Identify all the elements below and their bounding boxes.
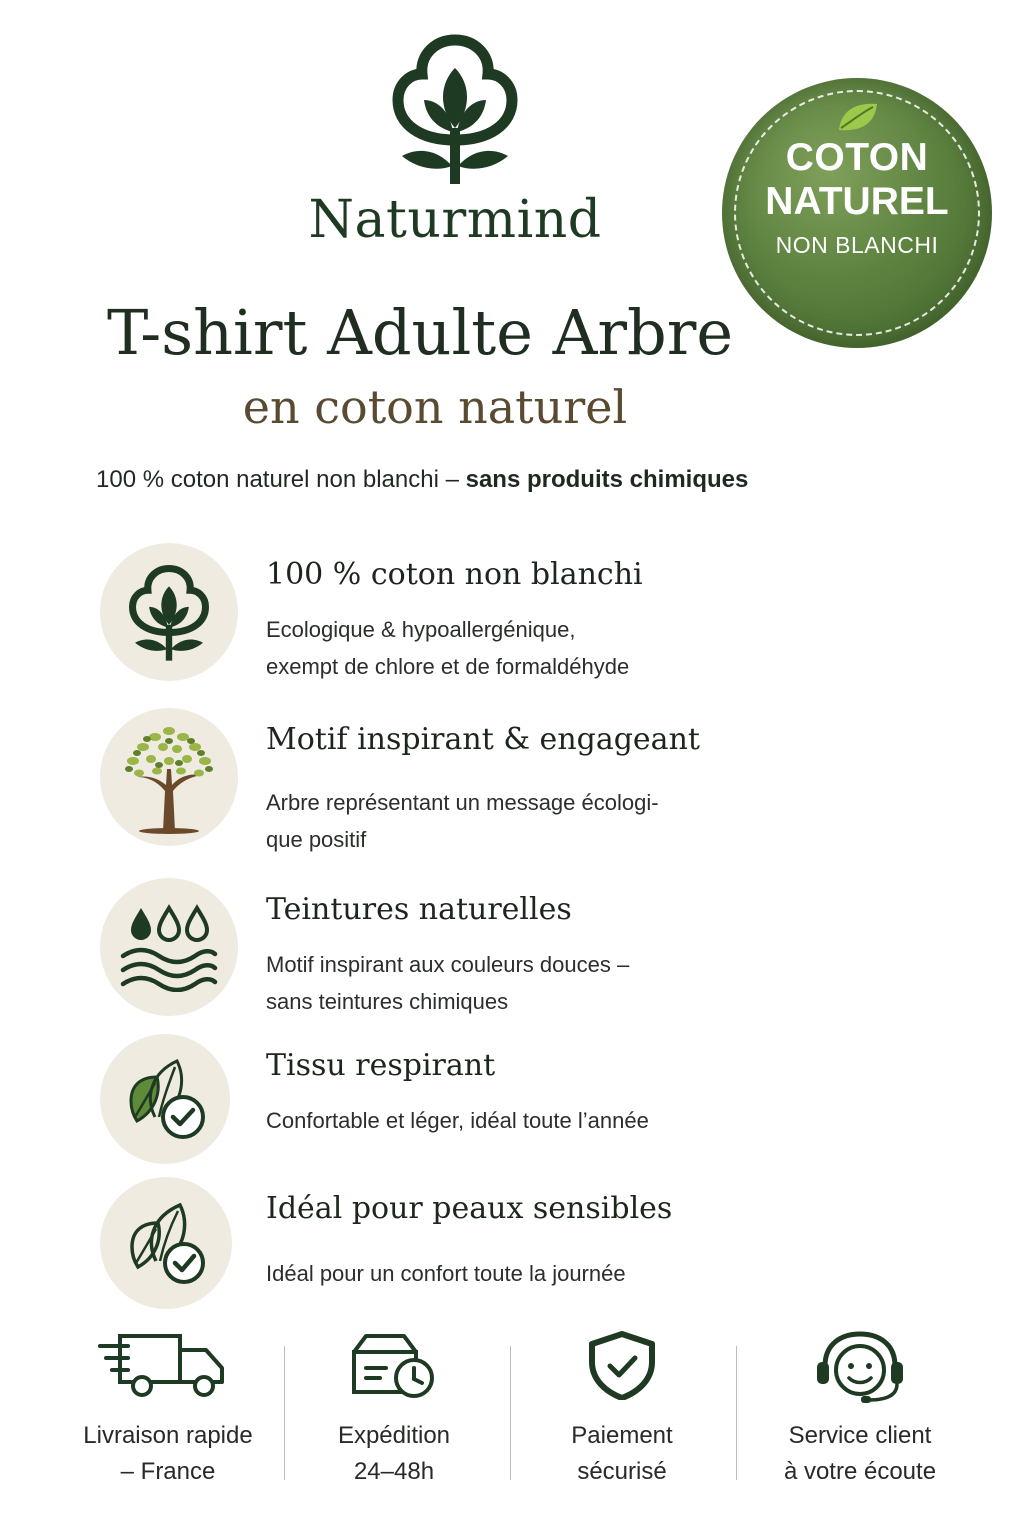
- leaf-check-icon: [117, 1051, 213, 1147]
- service-support: [746, 1330, 974, 1500]
- feature-icon-circle: [100, 543, 238, 681]
- feature-title: Teintures naturelles: [266, 892, 572, 927]
- service-label-line: – France: [120, 1458, 216, 1485]
- delivery-truck-icon: [98, 1330, 238, 1400]
- service-label-line: Service client: [788, 1422, 932, 1449]
- feature-desc-line: exempt de chlore et de formaldéhyde: [266, 654, 630, 679]
- feature-description: [266, 1102, 826, 1139]
- feature-title: Motif inspirant & engageant: [266, 722, 700, 757]
- feature-desc-line: Arbre représentant un message écologi-: [266, 790, 659, 815]
- badge-line-coton: COTON: [785, 136, 929, 179]
- feature-item: [100, 543, 960, 693]
- service-divider: [736, 1346, 737, 1480]
- feature-description: [266, 611, 826, 685]
- cotton-flower-icon: [121, 560, 217, 664]
- feature-item: [100, 878, 960, 1028]
- product-tagline: [96, 466, 956, 494]
- badge-line-non-blanchi: NON BLANCHI: [775, 232, 939, 258]
- feature-desc-line: Motif inspirant aux couleurs douces –: [266, 952, 630, 977]
- feature-description: [266, 946, 826, 1020]
- feature-title: Idéal pour peaux sensibles: [266, 1191, 673, 1226]
- feature-desc-line: Confortable et léger, idéal toute l’année: [266, 1108, 649, 1133]
- tagline-regular: 100 % coton naturel non blanchi –: [96, 466, 466, 493]
- headset-agent-icon: [805, 1330, 915, 1406]
- service-label: [746, 1418, 974, 1490]
- service-label-line: 24–48h: [353, 1458, 435, 1485]
- service-delivery: [54, 1330, 282, 1500]
- feature-icon-circle: [100, 708, 238, 846]
- product-subtitle: en coton naturel: [242, 380, 628, 434]
- package-clock-icon: [344, 1330, 444, 1400]
- feature-item: [100, 708, 960, 858]
- leaf-check-outline-icon: [118, 1195, 214, 1291]
- shield-check-icon: [582, 1330, 662, 1400]
- service-shipping: [280, 1330, 508, 1500]
- service-label-line: sécurisé: [577, 1458, 667, 1485]
- dye-drops-waves-icon: [119, 902, 219, 992]
- feature-desc-line: que positif: [266, 827, 367, 852]
- service-bar: [54, 1330, 974, 1500]
- feature-description: [266, 784, 826, 858]
- feature-icon-circle: [100, 878, 238, 1016]
- leaf-icon: [835, 100, 881, 134]
- feature-item: [100, 1034, 960, 1184]
- feature-icon-circle: [100, 1177, 232, 1309]
- cotton-flower-icon: [380, 28, 530, 188]
- feature-description: [266, 1255, 826, 1292]
- feature-title: 100 % coton non blanchi: [266, 557, 643, 592]
- service-label-line: Expédition: [337, 1422, 451, 1449]
- tree-icon: [117, 719, 221, 835]
- service-label: [54, 1418, 282, 1490]
- feature-desc-line: Ecologique & hypoallergénique,: [266, 617, 576, 642]
- service-label-line: Livraison rapide: [83, 1422, 253, 1449]
- brand-name: Naturmind: [308, 190, 602, 250]
- service-label-line: Paiement: [571, 1422, 673, 1449]
- feature-desc-line: Idéal pour un confort toute la journée: [266, 1261, 626, 1286]
- service-label: [508, 1418, 736, 1490]
- service-label-line: à votre écoute: [783, 1458, 937, 1485]
- product-title: T-shirt Adulte Arbre: [106, 296, 734, 369]
- feature-desc-line: sans teintures chimiques: [266, 989, 509, 1014]
- badge-line-naturel: NATUREL: [765, 180, 949, 223]
- tagline-bold: sans produits chimiques: [465, 466, 749, 493]
- feature-item: [100, 1177, 960, 1327]
- service-payment: [508, 1330, 736, 1500]
- feature-title: Tissu respirant: [266, 1048, 496, 1083]
- service-label: [280, 1418, 508, 1490]
- feature-icon-circle: [100, 1034, 230, 1164]
